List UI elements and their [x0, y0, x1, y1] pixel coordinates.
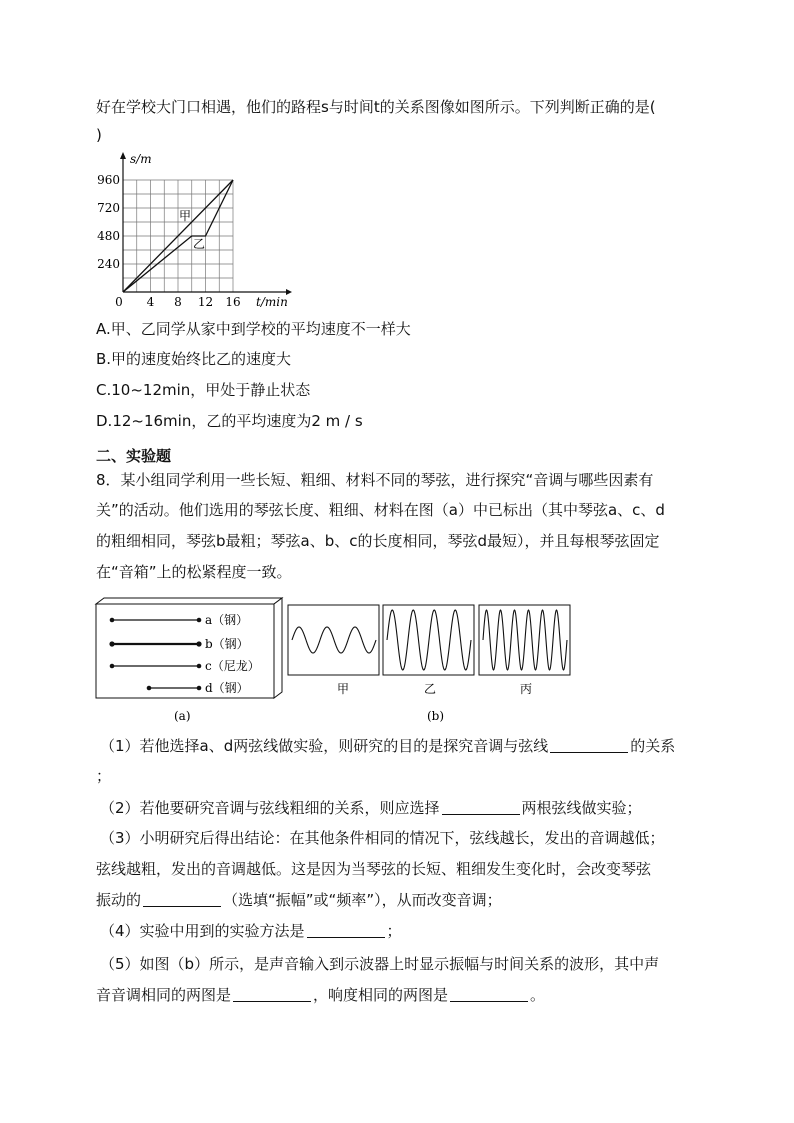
- option-c: C.10~12min，甲处于静止状态: [96, 381, 311, 399]
- q8-stem-line-4: 在“音箱”上的松紧程度一致。: [96, 563, 292, 581]
- s-t-graph: [96, 150, 296, 310]
- q8-part-5-line-2: [96, 984, 545, 1006]
- x-tick-label: 16: [225, 295, 241, 309]
- q8-stem-line-1: 8．某小组同学利用一些长短、粗细、材料不同的琴弦，进行探究“音调与哪些因素有: [96, 471, 654, 489]
- q8-part-4-text: （4）实验中用到的实验方法是: [100, 922, 305, 940]
- string-label-b: b（钢）: [205, 637, 249, 651]
- answer-blank-5[interactable]: [233, 987, 311, 1002]
- q8-part-5-tail: 。: [530, 986, 546, 1004]
- series-label-jia: 甲: [179, 209, 192, 223]
- y-axis-label: s/m: [130, 152, 152, 166]
- q8-stem-line-2: 关”的活动。他们选用的琴弦长度、粗细、材料在图（a）中已标出（其中琴弦a、c、d: [96, 501, 665, 519]
- q8-part-1-text: （1）若他选择a、d两弦线做实验，则研究的目的是探究音调与弦线: [100, 737, 549, 755]
- x-tick-label: 4: [146, 295, 155, 309]
- panel-label-bing: 丙: [520, 682, 533, 696]
- string-label-a: a（钢）: [205, 613, 249, 627]
- x-tick-label: 12: [197, 295, 214, 309]
- series-label-yi: 乙: [193, 237, 206, 251]
- q8-part-2-text: （2）若他要研究音调与弦线粗细的关系，则应选择: [100, 799, 440, 817]
- q8-part-4-tail: ；: [386, 922, 402, 940]
- y-tick-label: 480: [97, 229, 120, 243]
- q8-part-1-end: ；: [96, 767, 112, 785]
- question-stem-line-1: 好在学校大门口相遇，他们的路程s与时间t的关系图像如图所示。下列判断正确的是(: [96, 98, 656, 116]
- option-a: A.甲、乙同学从家中到学校的平均速度不一样大: [96, 320, 411, 338]
- q8-part-2-tail: 两根弦线做实验；: [521, 799, 642, 817]
- x-axis-label: t/min: [256, 295, 288, 309]
- figure-b-caption: (b): [427, 709, 445, 723]
- q8-part-3-line-2: 弦线越粗，发出的音调越低。这是因为当琴弦的长短、粗细发生变化时，会改变琴弦: [96, 860, 652, 878]
- answer-blank-1[interactable]: [550, 738, 628, 753]
- q8-part-3-text: 振动的: [96, 891, 142, 909]
- x-tick-label: 8: [174, 295, 182, 309]
- string-label-c: c（尼龙）: [205, 659, 260, 673]
- option-d: D.12~16min，乙的平均速度为2 m / s: [96, 412, 363, 430]
- figure-a-string-box: [94, 596, 286, 724]
- y-tick-label: 720: [97, 201, 120, 215]
- q8-part-4: [100, 920, 402, 942]
- panel-label-yi: 乙: [424, 682, 437, 696]
- answer-blank-6[interactable]: [450, 987, 528, 1002]
- panel-label-jia: 甲: [337, 682, 350, 696]
- answer-blank-3[interactable]: [143, 892, 221, 907]
- y-tick-label: 240: [97, 257, 120, 271]
- q8-part-5-text: 音音调相同的两图是: [96, 986, 232, 1004]
- answer-blank-2[interactable]: [442, 800, 520, 815]
- q8-part-1-tail: 的关系: [630, 737, 676, 755]
- q8-part-5-line-1: （5）如图（b）所示，是声音输入到示波器上时显示振幅与时间关系的波形，其中声: [100, 955, 660, 973]
- string-label-d: d（钢）: [205, 681, 249, 695]
- figure-a-caption: (a): [174, 709, 191, 723]
- q8-part-3-line-3: [96, 889, 502, 911]
- answer-blank-4[interactable]: [307, 923, 385, 938]
- x-tick-label: 0: [115, 295, 123, 309]
- q8-stem-line-3: 的粗细相同，琴弦b最粗；琴弦a、b、c的长度相同，琴弦d最短），并且每根琴弦固定: [96, 532, 660, 550]
- question-stem-line-2: ): [96, 126, 102, 144]
- q8-part-3-line-1: （3）小明研究后得出结论：在其他条件相同的情况下，弦线越长，发出的音调越低；: [100, 829, 665, 847]
- y-tick-label: 960: [97, 173, 120, 187]
- q8-part-5-mid: ，响度相同的两图是: [313, 986, 449, 1004]
- figure-b-waveforms: [287, 604, 577, 724]
- option-b: B.甲的速度始终比乙的速度大: [96, 350, 292, 368]
- q8-part-2: [100, 797, 642, 819]
- section-title: 二、实验题: [96, 447, 172, 465]
- q8-part-1: [100, 735, 675, 757]
- q8-part-3-tail: （选填“振幅”或“频率”），从而改变音调；: [223, 891, 502, 909]
